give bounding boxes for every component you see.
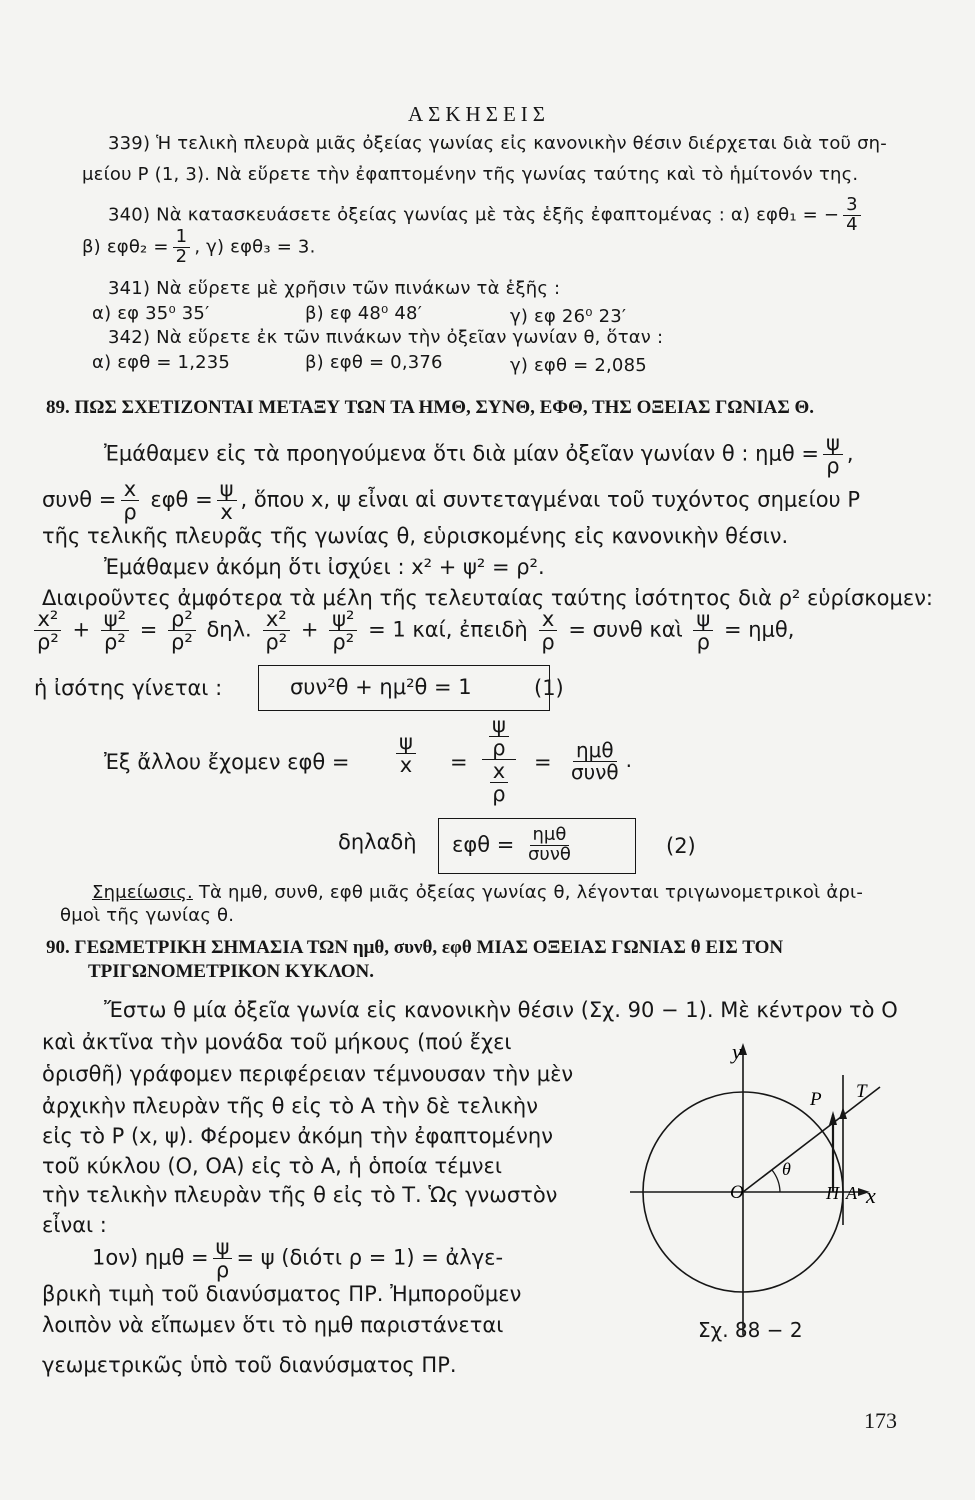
angle-arc [772, 1170, 780, 1192]
exercise-340-line2: β) εφθ₂ = $\frac{1}{2}$ , γ) εφθ₃ = 3. [82, 226, 316, 267]
section-89-p2: συνθ = $\frac{x}{\rho}$ εφθ = $\frac{\psi}{x}$ , ὅπου x, ψ εἶναι αἱ συντεταγμέναι τοῦ τυχόντος σημείου Ρ [42, 477, 861, 525]
exercise-342-c: γ) εφθ = 2,085 [510, 355, 647, 376]
section-90-line5: εἰς τὸ Ρ (x, ψ). Φέρομεν ἀκόμη τὴν ἐφαπτομένην [42, 1124, 553, 1148]
label-theta: θ [782, 1159, 791, 1179]
identity-2: εφθ = $\frac{\text{ημθ}}{\text{συνθ}}$ [452, 824, 571, 865]
label-P: P [810, 1089, 822, 1110]
section-90-line12: γεωμετρικῶς ὑπὸ τοῦ διανύσματος ΠΡ. [42, 1353, 457, 1377]
section-90-line9: 1ον) ημθ = $\frac{\psi}{\rho}$ = ψ (διότι ρ = 1) = ἀλγε- [92, 1235, 504, 1283]
label-O: O [730, 1182, 744, 1203]
identity-1-label: (1) [534, 676, 564, 700]
section-89-p6: ἡ ἰσότης γίνεται : [34, 676, 223, 700]
section-90-title-line1: 90. ΓΕΩΜΕΤΡΙΚΗ ΣΗΜΑΣΙΑ ΤΩΝ ημθ, συνθ, εφθ ΜΙΑΣ ΟΞΕΙΑΣ ΓΩΝΙΑΣ θ ΕΙΣ ΤΟΝ [46, 937, 784, 958]
section-90-line2: καὶ ἀκτῖνα τὴν μονάδα τοῦ μήκους (πού ἔχει [42, 1030, 512, 1054]
exercise-339-line1: 339) Ἡ τελικὴ πλευρὰ μιᾶς ὀξείας γωνίας εἰς κανονικὴν θέσιν διέρχεται διὰ τοῦ ση- [108, 133, 887, 154]
section-89-p8: δηλαδὴ [338, 830, 417, 854]
tan-equals-1: = [450, 750, 468, 774]
exercise-342-line1: 342) Νὰ εὕρετε ἐκ τῶν πινάκων τὴν ὀξεῖαν γωνίαν θ, ὅταν : [108, 327, 664, 348]
exercise-341-a: α) εφ 35⁰ 35′ [92, 303, 210, 324]
exercise-342-a: α) εφθ = 1,235 [92, 352, 231, 373]
section-90-line6: τοῦ κύκλου (Ο, ΟΑ) εἰς τὸ Α, ἡ ὁποία τέμνει [42, 1154, 502, 1178]
section-89-p7: Ἐξ ἄλλου ἔχομεν εφθ = [104, 750, 350, 774]
section-89-p5: Διαιροῦντες ἀμφότερα τὰ μέλη τῆς τελευταίας ταύτης ἰσότητος διὰ ρ² εὑρίσκομεν: [42, 586, 934, 610]
section-90-line7: τὴν τελικὴν πλευρὰν τῆς θ εἰς τὸ Τ. Ὡς γνωστὸν [42, 1183, 558, 1207]
exercise-342-b: β) εφθ = 0,376 [305, 352, 443, 373]
exercises-heading: ΑΣΚΗΣΕΙΣ [408, 102, 550, 126]
figure-caption: Σχ. 88 − 2 [698, 1318, 803, 1342]
exercise-339-line2: μείου Ρ (1, 3). Νὰ εὕρετε τὴν ἐφαπτομένην τῆς γωνίας ταύτης καὶ τὸ ἡμίτονόν της. [82, 164, 859, 185]
tan-ratio: $\frac{\text{ημθ}}{\text{συνθ}}$ . [571, 738, 633, 784]
section-90-line1: Ἔστω θ μία ὀξεῖα γωνία εἰς κανονικὴν θέσιν (Σχ. 90 − 1). Μὲ κέντρον τὸ Ο [104, 998, 898, 1022]
section-90-line4: ἀρχικὴν πλευρὰν τῆς θ εἰς τὸ Α τὴν δὲ τελικὴν [42, 1094, 538, 1118]
exercise-340-line1: 340) Νὰ κατασκευάσετε ὀξείας γωνίας μὲ τὰς ἑξῆς ἐφαπτομένας : α) εφθ₁ = − $\frac{3}{4}$ [108, 196, 865, 235]
section-90-line11: λοιπὸν νὰ εἴπωμεν ὅτι τὸ ημθ παριστάνεται [42, 1313, 504, 1337]
note-line1: Σημείωσις. Τὰ ημθ, συνθ, εφθ μιᾶς ὀξείας γωνίας θ, λέγονται τριγωνομετρικοὶ ἀρι- [92, 882, 864, 903]
label-T: T [856, 1081, 867, 1102]
section-90-line3: ὁρισθῆ) γράφομεν περιφέρειαν τέμνουσαν τὴν μὲν [42, 1062, 574, 1086]
identity-1: συν²θ + ημ²θ = 1 [290, 675, 472, 699]
section-89-p3: τῆς τελικῆς πλευρᾶς τῆς γωνίας θ, εὑρισκομένης εἰς κανονικὴν θέσιν. [42, 524, 789, 548]
section-89-title: 89. ΠΩΣ ΣΧΕΤΙΖΟΝΤΑΙ ΜΕΤΑΞΥ ΤΩΝ ΤΑ ΗΜΘ, ΣΥΝΘ, ΕΦΘ, ΤΗΣ ΟΞΕΙΑΣ ΓΩΝΙΑΣ Θ. [46, 397, 815, 418]
section-89-p4: Ἐμάθαμεν ἀκόμη ὅτι ἰσχύει : x² + ψ² = ρ². [104, 555, 545, 579]
exercise-341-line1: 341) Νὰ εὕρετε μὲ χρῆσιν τῶν πινάκων τὰ ἑξῆς : [108, 278, 561, 299]
section-90-line8: εἶναι : [42, 1213, 107, 1237]
label-y: y [732, 1039, 742, 1064]
tan-equals-2: = [534, 750, 552, 774]
page-number: 173 [864, 1408, 897, 1433]
note-line2: θμοὶ τῆς γωνίας θ. [60, 905, 235, 926]
unit-circle-figure [620, 1035, 900, 1335]
section-90-title-line2: ΤΡΙΓΩΝΟΜΕΤΡΙΚΟΝ ΚΥΚΛΟΝ. [88, 961, 375, 982]
section-89-equation: $\frac{\text{x²}}{\text{ρ²}}$ + $\frac{\text{ψ²}}{\text{ρ²}}$ = $\frac{\text{ρ²}}{\text{ρ²}}$ δηλ. $\frac{\text{x²}}{\text{ρ²}}$ + $\frac{\text{ψ²}}{\text{ρ²}}$ = 1 καί, ἐπειδὴ $\frac{x}{\rho}$ = συνθ καὶ $\frac{\psi}{\rho}$ = ημθ, [30, 608, 794, 653]
exercise-341-b: β) εφ 48⁰ 48′ [305, 303, 422, 324]
section-89-p1: Ἐμάθαμεν εἰς τὰ προηγούμενα ὅτι διὰ μίαν ὀξεῖαν γωνίαν θ : ημθ = $\frac{\psi}{\rho}$ , [104, 431, 854, 479]
label-A: A [846, 1183, 857, 1203]
section-90-line10: βρικὴ τιμὴ τοῦ διανύσματος ΠΡ. Ἠμποροῦμεν [42, 1282, 522, 1306]
exercise-341-c: γ) εφ 26⁰ 23′ [510, 306, 627, 327]
sine-arrow [829, 1111, 837, 1125]
tan-fraction-1: $\frac{\psi}{x}$ [392, 731, 420, 776]
tan-compound-fraction: $\frac{\frac{\psi}{\rho}}{\frac{x}{\rho}}$ [478, 714, 520, 805]
label-Pi: Π [826, 1183, 839, 1203]
label-x: x [866, 1183, 876, 1208]
identity-2-label: (2) [666, 834, 696, 858]
